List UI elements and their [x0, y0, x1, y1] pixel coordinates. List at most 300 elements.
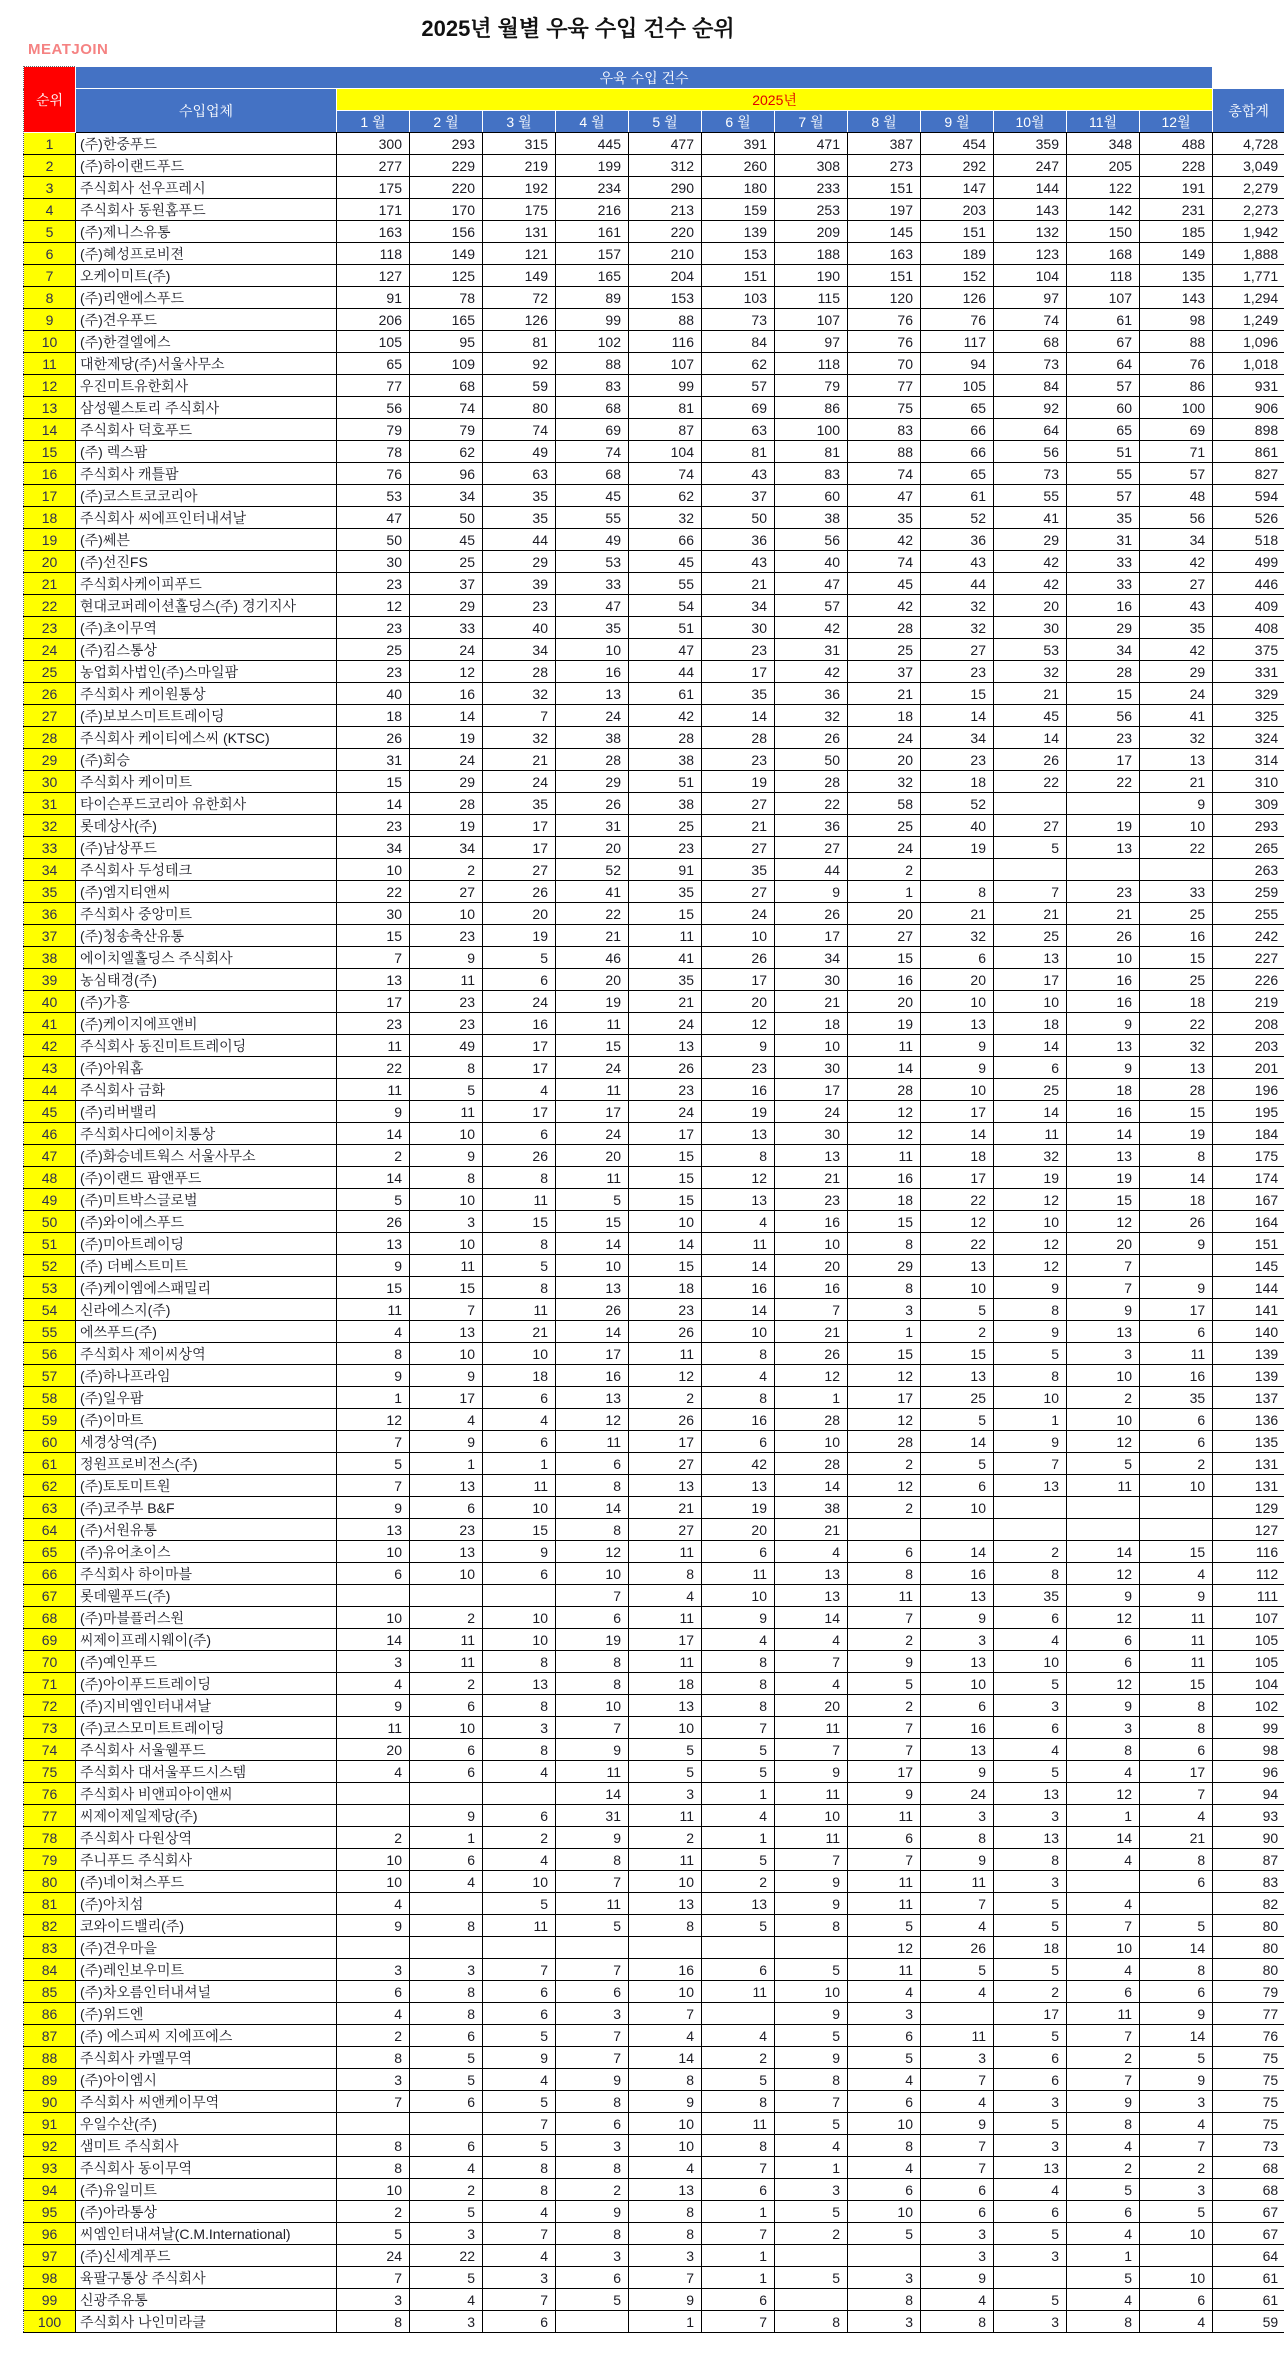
importer-name-cell: (주)코스모미트트레이딩	[76, 1717, 337, 1739]
month-value-cell: 96	[410, 463, 483, 485]
month-value-cell: 151	[848, 177, 921, 199]
month-value-cell: 67	[1067, 331, 1140, 353]
month-value-cell: 8	[483, 2179, 556, 2201]
month-value-cell: 44	[629, 661, 702, 683]
total-value-cell: 331	[1213, 661, 1284, 683]
month-value-cell: 38	[775, 1497, 848, 1519]
month-value-cell: 3	[848, 2267, 921, 2289]
month-value-cell: 5	[994, 2025, 1067, 2047]
table-row	[24, 1387, 1284, 1409]
importer-name-cell: 농심태경(주)	[76, 969, 337, 991]
importer-name-cell: 씨엠인터내셔날(C.M.International)	[76, 2223, 337, 2245]
month-value-cell: 4	[337, 1761, 410, 1783]
month-value-cell: 9	[1140, 793, 1213, 815]
month-value-cell: 14	[775, 1607, 848, 1629]
table-row	[24, 1893, 1284, 1915]
month-value-cell: 229	[410, 155, 483, 177]
month-column-header: 8 월	[848, 111, 921, 133]
month-value-cell: 27	[848, 925, 921, 947]
month-value-cell: 8	[1140, 1849, 1213, 1871]
month-value-cell: 14	[1140, 1167, 1213, 1189]
month-value-cell: 9	[702, 1035, 775, 1057]
month-value-cell: 213	[629, 199, 702, 221]
month-value-cell: 11	[848, 1805, 921, 1827]
month-value-cell: 9	[483, 1541, 556, 1563]
month-value-cell: 105	[921, 375, 994, 397]
month-value-cell: 1	[994, 1409, 1067, 1431]
month-value-cell: 3	[483, 1717, 556, 1739]
month-value-cell: 477	[629, 133, 702, 155]
month-value-cell: 3	[1140, 2179, 1213, 2201]
month-value-cell: 11	[921, 1871, 994, 1893]
month-value-cell: 11	[629, 1651, 702, 1673]
month-value-cell: 7	[994, 1453, 1067, 1475]
month-value-cell: 8	[702, 1695, 775, 1717]
month-value-cell: 42	[629, 705, 702, 727]
month-value-cell: 2	[848, 1695, 921, 1717]
month-value-cell: 6	[994, 1057, 1067, 1079]
importer-name-cell: 주식회사 케이티에스씨 (KTSC)	[76, 727, 337, 749]
table-row	[24, 1321, 1284, 1343]
month-value-cell: 7	[556, 1959, 629, 1981]
month-value-cell: 3	[921, 1629, 994, 1651]
month-value-cell: 10	[410, 1343, 483, 1365]
month-value-cell: 63	[702, 419, 775, 441]
month-value-cell: 6	[483, 1563, 556, 1585]
total-value-cell: 898	[1213, 419, 1284, 441]
month-value-cell: 149	[1140, 243, 1213, 265]
month-value-cell: 7	[702, 1717, 775, 1739]
month-value-cell: 14	[629, 2047, 702, 2069]
rank-cell: 85	[24, 1981, 76, 2003]
rank-cell: 28	[24, 727, 76, 749]
month-value-cell: 4	[994, 1629, 1067, 1651]
rank-cell: 51	[24, 1233, 76, 1255]
month-value-cell: 9	[410, 947, 483, 969]
rank-cell: 20	[24, 551, 76, 573]
month-value-cell	[410, 1937, 483, 1959]
month-value-cell: 8	[775, 2311, 848, 2333]
month-value-cell: 98	[1140, 309, 1213, 331]
month-value-cell	[994, 859, 1067, 881]
month-value-cell	[1140, 1497, 1213, 1519]
month-value-cell: 9	[921, 1035, 994, 1057]
month-value-cell: 28	[483, 661, 556, 683]
month-value-cell: 5	[556, 1189, 629, 1211]
month-value-cell: 19	[848, 1013, 921, 1035]
month-value-cell: 11	[1067, 1475, 1140, 1497]
total-value-cell: 76	[1213, 2025, 1284, 2047]
rank-cell: 89	[24, 2069, 76, 2091]
month-value-cell: 28	[629, 727, 702, 749]
month-value-cell: 44	[483, 529, 556, 551]
month-value-cell: 21	[629, 1497, 702, 1519]
month-value-cell: 29	[1067, 617, 1140, 639]
month-value-cell: 5	[410, 2069, 483, 2091]
total-value-cell: 203	[1213, 1035, 1284, 1057]
month-value-cell: 15	[556, 1211, 629, 1233]
month-value-cell: 292	[921, 155, 994, 177]
month-value-cell: 6	[848, 1827, 921, 1849]
month-value-cell: 189	[921, 243, 994, 265]
month-value-cell: 22	[337, 881, 410, 903]
table-row	[24, 287, 1284, 309]
month-value-cell: 13	[775, 1563, 848, 1585]
month-value-cell: 4	[1067, 1893, 1140, 1915]
month-value-cell: 105	[337, 331, 410, 353]
month-value-cell: 9	[1140, 2069, 1213, 2091]
rank-cell: 67	[24, 1585, 76, 1607]
month-value-cell: 8	[337, 1343, 410, 1365]
rank-cell: 21	[24, 573, 76, 595]
importer-name-cell: 주식회사 카멜무역	[76, 2047, 337, 2069]
importer-name-cell: (주)예인푸드	[76, 1651, 337, 1673]
month-value-cell: 36	[921, 529, 994, 551]
month-value-cell: 19	[1067, 815, 1140, 837]
month-value-cell: 19	[702, 1497, 775, 1519]
month-value-cell: 5	[921, 1409, 994, 1431]
month-value-cell: 6	[483, 969, 556, 991]
month-value-cell: 17	[629, 1431, 702, 1453]
rank-cell: 35	[24, 881, 76, 903]
month-value-cell: 3	[921, 1805, 994, 1827]
month-value-cell: 8	[337, 2311, 410, 2333]
importer-name-cell: (주)하이랜드푸드	[76, 155, 337, 177]
month-value-cell: 3	[994, 2311, 1067, 2333]
month-value-cell: 190	[775, 265, 848, 287]
month-value-cell: 6	[337, 1981, 410, 2003]
month-value-cell: 18	[1067, 1079, 1140, 1101]
table-row	[24, 793, 1284, 815]
month-value-cell: 61	[1067, 309, 1140, 331]
month-value-cell: 188	[775, 243, 848, 265]
month-value-cell: 15	[629, 1189, 702, 1211]
month-value-cell: 3	[410, 2223, 483, 2245]
month-value-cell: 8	[556, 2157, 629, 2179]
month-value-cell: 6	[410, 1695, 483, 1717]
month-value-cell: 9	[337, 1695, 410, 1717]
total-value-cell: 94	[1213, 1783, 1284, 1805]
month-value-cell	[775, 1937, 848, 1959]
rank-cell: 90	[24, 2091, 76, 2113]
month-value-cell: 2	[994, 1541, 1067, 1563]
rank-cell: 5	[24, 221, 76, 243]
month-value-cell	[1140, 2245, 1213, 2267]
month-value-cell: 3	[994, 2091, 1067, 2113]
month-value-cell: 35	[483, 485, 556, 507]
month-value-cell: 91	[629, 859, 702, 881]
month-value-cell: 32	[848, 771, 921, 793]
month-value-cell: 15	[629, 903, 702, 925]
month-value-cell: 216	[556, 199, 629, 221]
importer-name-cell: (주)토토미트원	[76, 1475, 337, 1497]
month-value-cell: 175	[337, 177, 410, 199]
total-value-cell: 96	[1213, 1761, 1284, 1783]
month-value-cell: 40	[921, 815, 994, 837]
month-value-cell: 15	[1140, 1541, 1213, 1563]
importer-name-cell: 육팔구통상 주식회사	[76, 2267, 337, 2289]
table-row	[24, 1167, 1284, 1189]
month-value-cell: 5	[775, 2025, 848, 2047]
importer-name-cell: 주식회사 캐틀팜	[76, 463, 337, 485]
month-value-cell: 76	[337, 463, 410, 485]
month-value-cell: 75	[848, 397, 921, 419]
table-header	[24, 67, 1284, 133]
table-row	[24, 1409, 1284, 1431]
table-row	[24, 507, 1284, 529]
month-value-cell: 15	[848, 1211, 921, 1233]
month-value-cell: 7	[1140, 2135, 1213, 2157]
rank-cell: 64	[24, 1519, 76, 1541]
table-row	[24, 925, 1284, 947]
month-value-cell: 26	[921, 1937, 994, 1959]
month-value-cell: 81	[702, 441, 775, 463]
month-value-cell: 8	[702, 1145, 775, 1167]
month-value-cell: 23	[629, 1079, 702, 1101]
month-value-cell: 18	[921, 771, 994, 793]
month-value-cell: 13	[629, 2179, 702, 2201]
month-value-cell: 13	[337, 1233, 410, 1255]
month-value-cell: 23	[337, 617, 410, 639]
month-value-cell: 18	[1140, 1189, 1213, 1211]
month-value-cell: 17	[629, 1123, 702, 1145]
month-value-cell: 8	[629, 2069, 702, 2091]
month-value-cell: 25	[994, 925, 1067, 947]
month-value-cell: 52	[921, 507, 994, 529]
month-value-cell: 26	[483, 1145, 556, 1167]
month-value-cell: 27	[994, 815, 1067, 837]
month-value-cell: 28	[775, 1453, 848, 1475]
month-value-cell: 28	[848, 1079, 921, 1101]
month-value-cell: 55	[629, 573, 702, 595]
month-value-cell: 26	[337, 727, 410, 749]
month-value-cell: 12	[337, 1409, 410, 1431]
month-value-cell: 29	[556, 771, 629, 793]
month-value-cell: 16	[1067, 969, 1140, 991]
import-count-rank-table	[23, 66, 1284, 2333]
rank-cell: 58	[24, 1387, 76, 1409]
month-value-cell	[1140, 1893, 1213, 1915]
table-row	[24, 1717, 1284, 1739]
table-row	[24, 1101, 1284, 1123]
month-value-cell: 27	[702, 837, 775, 859]
month-value-cell: 17	[702, 969, 775, 991]
table-row	[24, 1959, 1284, 1981]
table-row	[24, 1255, 1284, 1277]
month-value-cell: 348	[1067, 133, 1140, 155]
month-value-cell: 7	[410, 1299, 483, 1321]
month-value-cell: 5	[337, 2223, 410, 2245]
month-value-cell: 6	[921, 1475, 994, 1497]
month-value-cell: 10	[848, 2201, 921, 2223]
importer-name-cell: 주식회사 동원홈푸드	[76, 199, 337, 221]
table-row	[24, 419, 1284, 441]
month-value-cell: 1	[1067, 1805, 1140, 1827]
month-value-cell: 5	[921, 1959, 994, 1981]
month-value-cell: 10	[1140, 2223, 1213, 2245]
month-value-cell: 5	[337, 1189, 410, 1211]
month-value-cell: 65	[337, 353, 410, 375]
month-value-cell: 151	[702, 265, 775, 287]
month-value-cell: 12	[556, 1541, 629, 1563]
importer-name-cell: (주)케이지에프앤비	[76, 1013, 337, 1035]
month-value-cell: 69	[702, 397, 775, 419]
month-value-cell: 65	[921, 397, 994, 419]
month-value-cell: 15	[921, 1343, 994, 1365]
month-value-cell: 17	[1140, 1299, 1213, 1321]
month-value-cell: 1	[483, 1453, 556, 1475]
month-value-cell	[921, 1519, 994, 1541]
importer-name-cell: (주)한결엘에스	[76, 331, 337, 353]
month-value-cell: 4	[1140, 1563, 1213, 1585]
month-value-cell: 26	[337, 1211, 410, 1233]
importer-name-cell: (주)한중푸드	[76, 133, 337, 155]
month-value-cell: 25	[921, 1387, 994, 1409]
month-value-cell: 95	[410, 331, 483, 353]
month-value-cell: 107	[1067, 287, 1140, 309]
month-value-cell	[483, 1783, 556, 1805]
month-value-cell: 14	[337, 1629, 410, 1651]
month-value-cell: 5	[483, 2135, 556, 2157]
month-value-cell: 32	[994, 1145, 1067, 1167]
month-value-cell: 13	[702, 1475, 775, 1497]
total-value-cell: 174	[1213, 1167, 1284, 1189]
month-value-cell: 15	[1067, 683, 1140, 705]
month-value-cell	[556, 1937, 629, 1959]
importer-name-cell: (주)이랜드 팜앤푸드	[76, 1167, 337, 1189]
month-value-cell: 13	[994, 1783, 1067, 1805]
month-value-cell: 14	[410, 705, 483, 727]
total-value-cell: 329	[1213, 683, 1284, 705]
month-value-cell: 6	[483, 2311, 556, 2333]
month-value-cell: 21	[994, 903, 1067, 925]
month-value-cell: 10	[410, 1189, 483, 1211]
month-value-cell: 8	[556, 1651, 629, 1673]
month-value-cell	[337, 1783, 410, 1805]
month-value-cell: 78	[410, 287, 483, 309]
month-value-cell: 13	[921, 1651, 994, 1673]
month-value-cell: 18	[921, 1145, 994, 1167]
month-value-cell: 68	[410, 375, 483, 397]
total-value-cell: 195	[1213, 1101, 1284, 1123]
total-value-cell: 61	[1213, 2289, 1284, 2311]
month-value-cell: 15	[483, 1211, 556, 1233]
month-value-cell: 10	[410, 1717, 483, 1739]
month-value-cell: 9	[775, 881, 848, 903]
month-value-cell: 4	[702, 1805, 775, 1827]
month-value-cell: 10	[994, 1651, 1067, 1673]
rank-cell: 37	[24, 925, 76, 947]
importer-name-cell: (주)쎄븐	[76, 529, 337, 551]
month-value-cell: 4	[410, 1409, 483, 1431]
month-value-cell: 20	[337, 1739, 410, 1761]
month-column-header: 2 월	[410, 111, 483, 133]
month-value-cell: 3	[921, 2223, 994, 2245]
table-row	[24, 859, 1284, 881]
month-value-cell: 11	[556, 1431, 629, 1453]
month-value-cell: 20	[702, 991, 775, 1013]
month-value-cell: 23	[410, 1519, 483, 1541]
total-value-cell: 107	[1213, 1607, 1284, 1629]
month-column-header: 10월	[994, 111, 1067, 133]
total-value-cell: 127	[1213, 1519, 1284, 1541]
month-value-cell: 23	[483, 595, 556, 617]
rank-cell: 59	[24, 1409, 76, 1431]
month-value-cell: 4	[337, 1893, 410, 1915]
month-value-cell: 6	[994, 1717, 1067, 1739]
rank-cell: 8	[24, 287, 76, 309]
table-row	[24, 2003, 1284, 2025]
month-value-cell: 28	[556, 749, 629, 771]
importer-name-cell: 주식회사 하이마블	[76, 1563, 337, 1585]
month-value-cell: 20	[994, 595, 1067, 617]
month-value-cell: 11	[1140, 1629, 1213, 1651]
total-value-cell: 906	[1213, 397, 1284, 419]
total-value-cell: 324	[1213, 727, 1284, 749]
month-value-cell: 8	[921, 881, 994, 903]
importer-name-cell: (주)혜성프로비젼	[76, 243, 337, 265]
month-value-cell: 66	[921, 419, 994, 441]
month-value-cell: 40	[483, 617, 556, 639]
month-value-cell: 65	[921, 463, 994, 485]
month-value-cell: 65	[1067, 419, 1140, 441]
month-value-cell: 26	[629, 1321, 702, 1343]
month-value-cell: 7	[556, 2047, 629, 2069]
importer-name-cell: 타이슨푸드코리아 유한회사	[76, 793, 337, 815]
month-value-cell: 42	[848, 529, 921, 551]
month-value-cell	[702, 1937, 775, 1959]
month-value-cell: 68	[556, 463, 629, 485]
month-value-cell: 210	[629, 243, 702, 265]
month-value-cell: 10	[921, 991, 994, 1013]
month-value-cell: 16	[1067, 991, 1140, 1013]
month-value-cell: 5	[483, 2091, 556, 2113]
month-value-cell: 23	[337, 661, 410, 683]
month-value-cell: 25	[848, 815, 921, 837]
total-value-cell: 61	[1213, 2267, 1284, 2289]
month-value-cell: 54	[629, 595, 702, 617]
importer-name-cell: 신광주유통	[76, 2289, 337, 2311]
importer-name-cell: (주)가흥	[76, 991, 337, 1013]
month-column-header: 4 월	[556, 111, 629, 133]
month-value-cell: 3	[556, 2245, 629, 2267]
month-value-cell: 4	[775, 2135, 848, 2157]
month-value-cell: 12	[848, 1409, 921, 1431]
month-value-cell: 53	[337, 485, 410, 507]
rank-cell: 86	[24, 2003, 76, 2025]
table-row	[24, 903, 1284, 925]
month-value-cell: 3	[994, 1805, 1067, 1827]
month-value-cell: 6	[556, 1607, 629, 1629]
month-value-cell: 29	[410, 595, 483, 617]
total-value-cell: 1,096	[1213, 331, 1284, 353]
month-value-cell: 153	[702, 243, 775, 265]
month-value-cell: 9	[556, 1827, 629, 1849]
importer-name-cell: 세경상역(주)	[76, 1431, 337, 1453]
month-value-cell: 5	[1067, 2267, 1140, 2289]
month-value-cell: 13	[702, 1123, 775, 1145]
month-value-cell: 4	[1140, 2113, 1213, 2135]
month-value-cell: 13	[410, 1321, 483, 1343]
month-value-cell: 3	[410, 1959, 483, 1981]
month-value-cell: 290	[629, 177, 702, 199]
month-value-cell: 81	[775, 441, 848, 463]
month-value-cell: 149	[410, 243, 483, 265]
month-value-cell: 17	[921, 1101, 994, 1123]
importer-name-cell: (주)견우푸드	[76, 309, 337, 331]
table-row	[24, 2025, 1284, 2047]
table-row	[24, 683, 1284, 705]
